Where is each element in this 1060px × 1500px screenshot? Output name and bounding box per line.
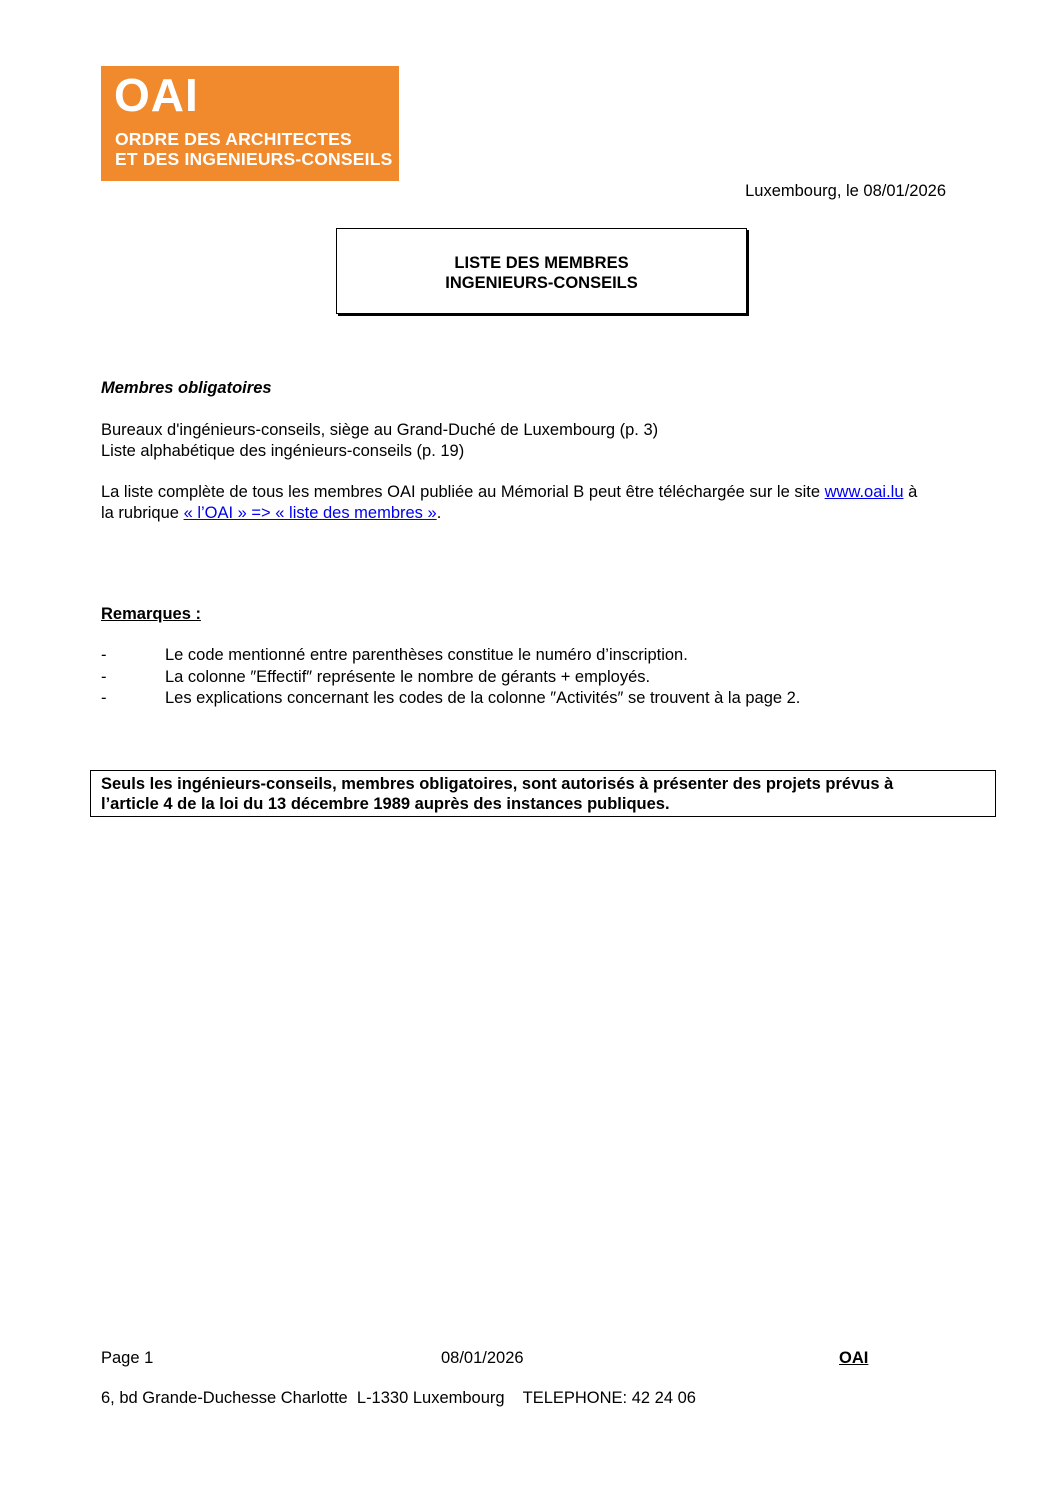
download-text: . (436, 503, 442, 522)
download-text: la rubrique (101, 503, 184, 522)
document-date: Luxembourg, le 08/01/2026 (745, 182, 946, 200)
bullet-dash: - (101, 668, 107, 686)
notice-line1: Seuls les ingénieurs-conseils, membres obligatoires, sont autorisés à présenter des projets prévus à (101, 775, 894, 793)
rubric-link[interactable]: « l’OAI » => « liste des membres » (183, 503, 437, 522)
bullet-dash: - (101, 689, 107, 707)
logo-name-line2: ET DES INGENIEURS-CONSEILS (115, 149, 393, 169)
section-title: Membres obligatoires (101, 379, 272, 397)
title-line1: LISTE DES MEMBRES (454, 254, 629, 272)
remark-item: Le code mentionné entre parenthèses constitue le numéro d’inscription. (165, 646, 688, 664)
remarks-title: Remarques : (101, 605, 201, 623)
footer-org: OAI (839, 1349, 869, 1367)
title-line2: INGENIEURS-CONSEILS (445, 274, 638, 292)
remark-item: Les explications concernant les codes de la colonne ″Activités″ se trouvent à la page 2. (165, 689, 801, 707)
footer-page-number: Page 1 (101, 1349, 154, 1367)
footer-address: 6, bd Grande-Duchesse Charlotte L-1330 Luxembourg TELEPHONE: 42 24 06 (101, 1389, 696, 1407)
contents-list (101, 420, 658, 461)
download-line1 (101, 482, 991, 503)
site-link[interactable]: www.oai.lu (824, 483, 904, 501)
download-text: à (903, 483, 918, 501)
download-line2 (101, 503, 991, 524)
logo-abbreviation: OAI (114, 69, 199, 121)
oai-logo (101, 66, 399, 181)
contents-item: Liste alphabétique des ingénieurs-conseils (p. 19) (101, 441, 465, 460)
download-paragraph (101, 482, 991, 523)
footer-date: 08/01/2026 (441, 1349, 524, 1367)
notice-line2: l’article 4 de la loi du 13 décembre 1989 auprès des instances publiques. (101, 795, 670, 813)
contents-item: Bureaux d'ingénieurs-conseils, siège au Grand-Duché de Luxembourg (p. 3) (101, 421, 659, 439)
logo-name-line1: ORDRE DES ARCHITECTES (115, 129, 352, 149)
title-box (336, 228, 747, 314)
remark-item: La colonne ″Effectif″ représente le nombre de gérants + employés. (165, 668, 651, 686)
download-text: La liste complète de tous les membres OAI publiée au Mémorial B peut être téléchargée sur le site (101, 483, 825, 501)
notice-box (90, 770, 996, 817)
bullet-dash: - (101, 646, 107, 664)
